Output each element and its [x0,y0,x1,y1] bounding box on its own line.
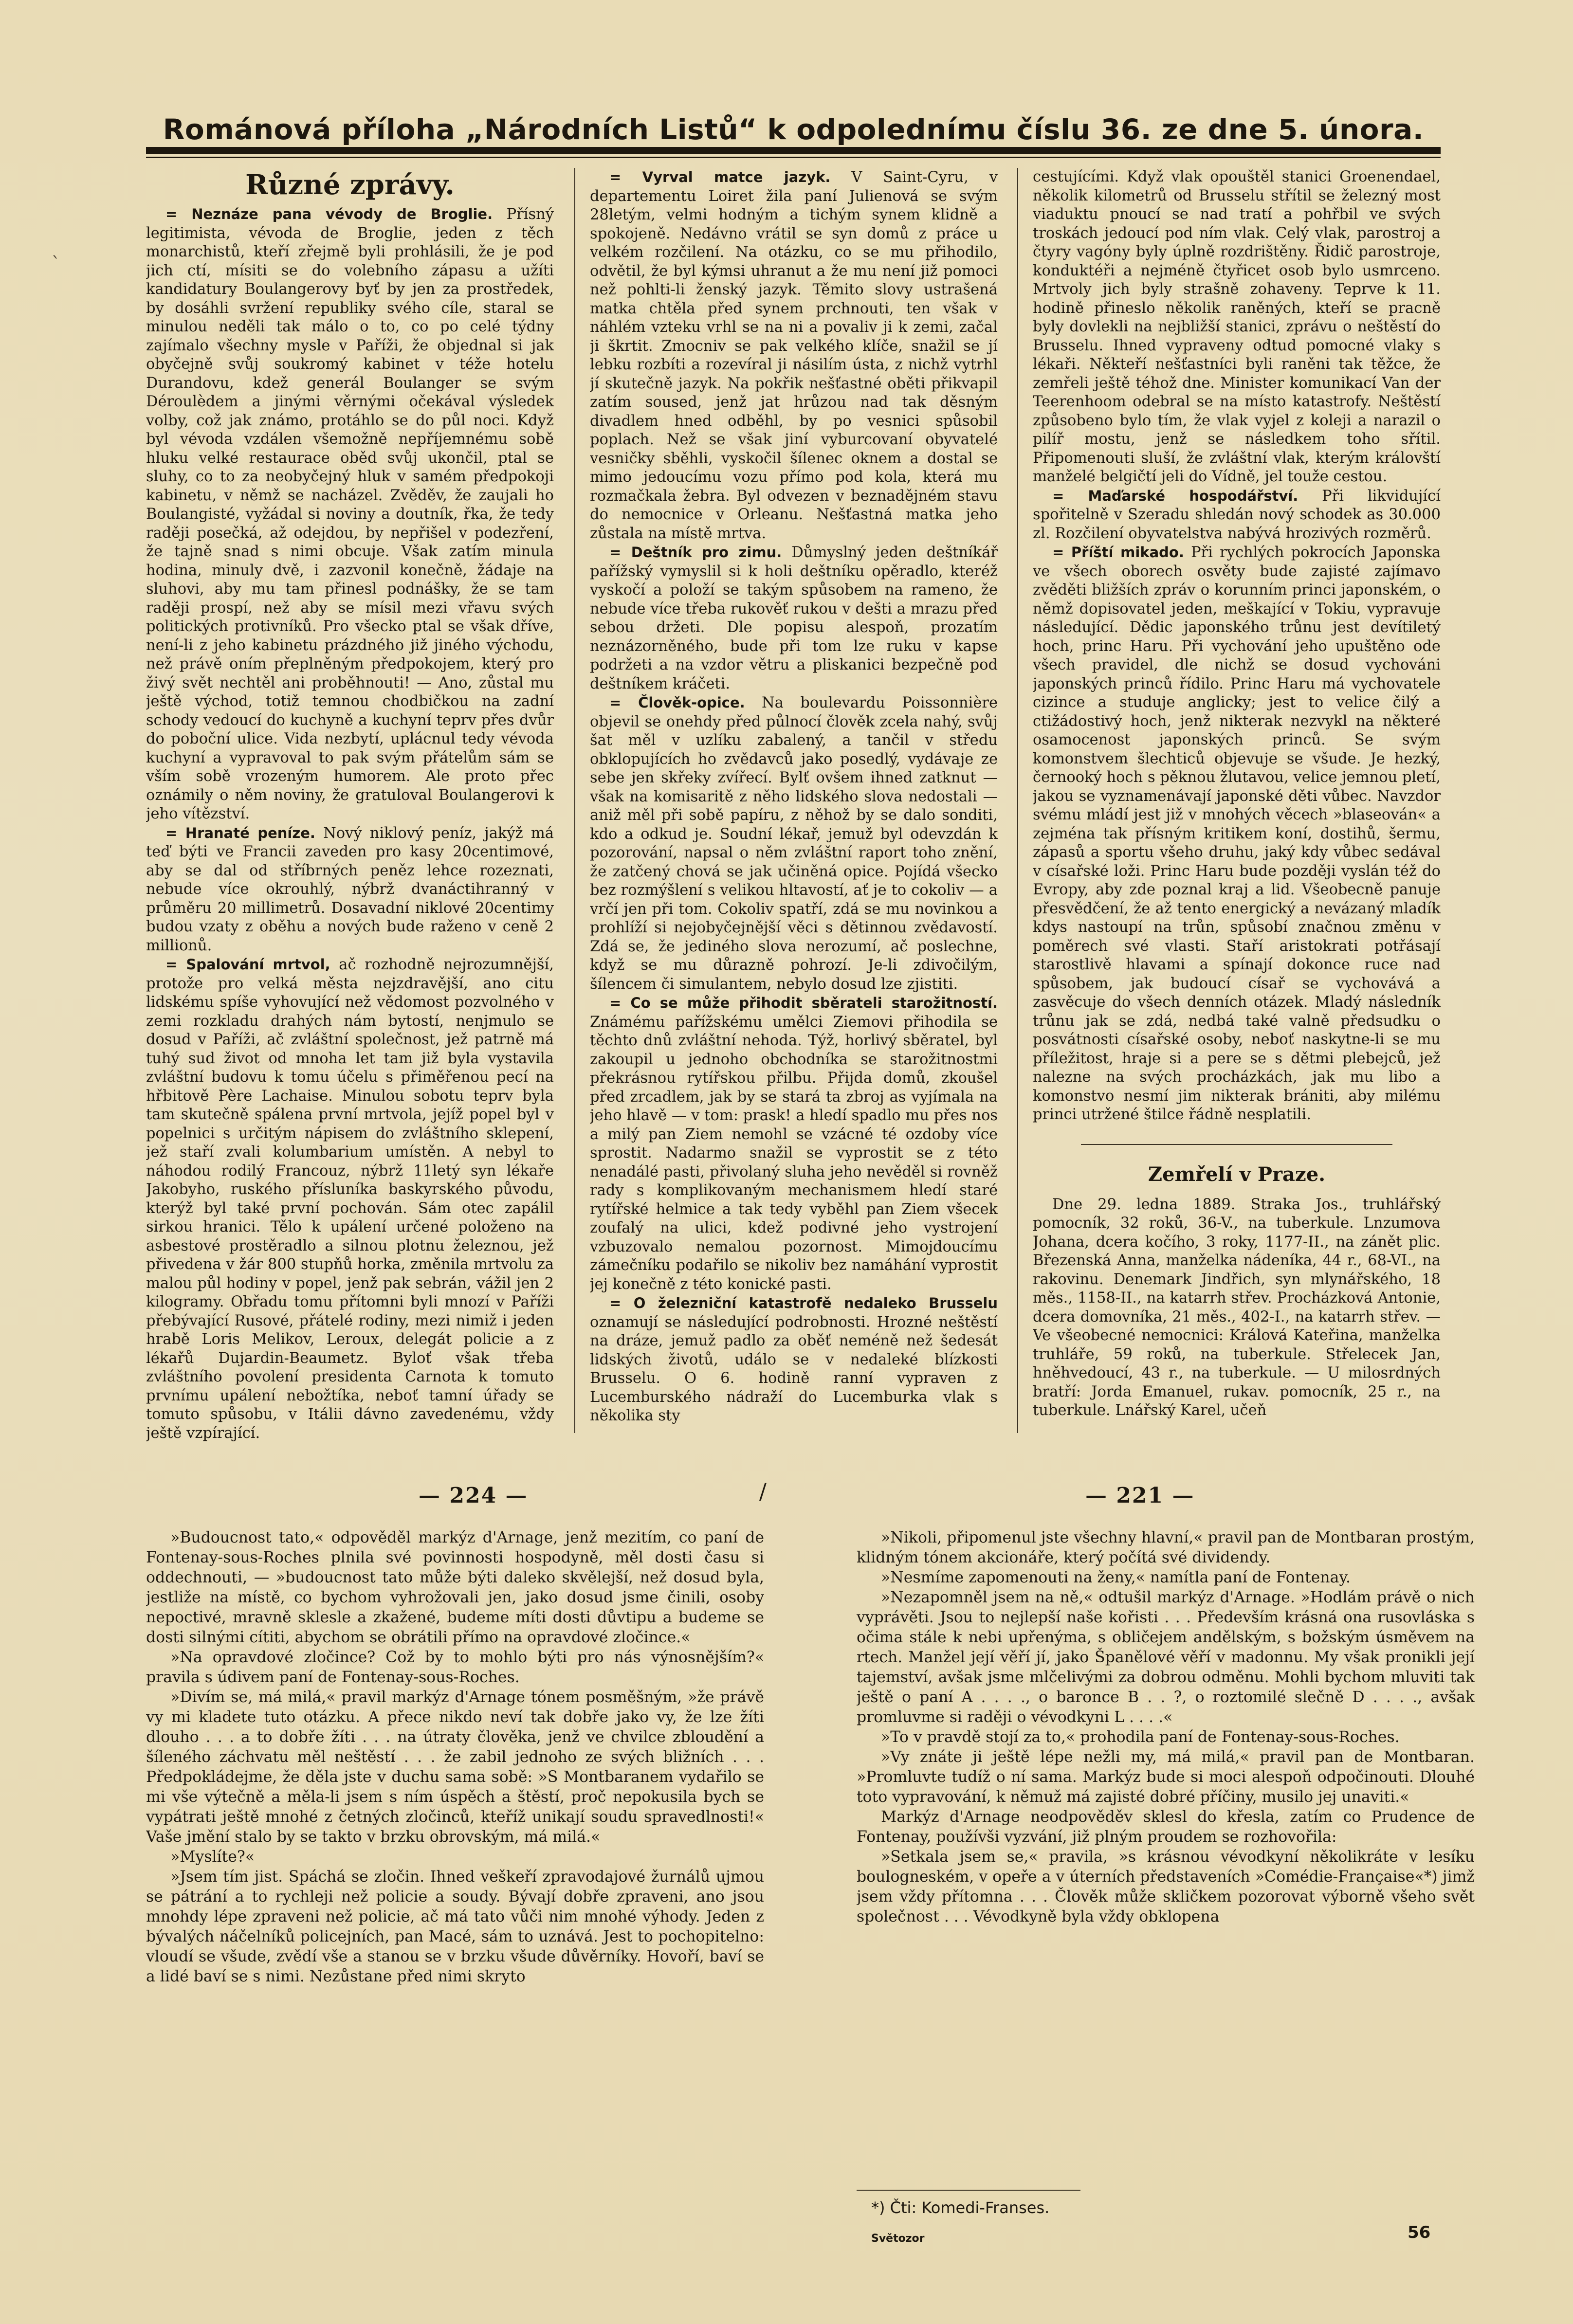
novel-paragraph: »Nikoli, připomenul jste všechny hlavní,« pravil pan de Montbaran prostým, klidným tónem akcionáře, který počítá své dividendy. [857,1529,1475,1566]
novel-paragraph: »Nesmíme zapomenouti na ženy,« namítla paní de Fontenay. [881,1569,1351,1586]
news-item-heading: = Deštník pro zimu. [609,544,782,561]
news-item-heading: = Spalování mrtvol, [165,956,330,973]
news-item [146,824,554,956]
novel-paragraph: »Na opravdové zločince? Což by to mohlo býti pro nás výnosnějším?« pravila s údivem paní de Fontenay-sous-Roches. [146,1649,764,1686]
header-rule-thick [146,147,1441,154]
news-item-text: oznamují se následující podrobnosti. Hrozné neštěstí na dráze, jemuž padlo za oběť neméně než šedesát lidských životů, událo se v nedaleké blízkosti Brusselu. O 6. hodině ranní vypraven z Lucemburského nádraží do Lucemburka vlak s několika sty [590,1313,998,1424]
novel-paragraph: »Jsem tím jist. Spáchá se zločin. Ihned veškeří zpravodajové žurnálů ujmou se pátrání a to rychleji než policie a soudy. Bývají dobře zpraveni, ano jsou mnohdy lépe zpraveni než policie, ač má tato vůči nim mnohé výhody. Jeden z bývalých náčelníků policejních, pan Macé, sám to uznává. Jest to pochopitelno: vloudí se všude, zvědí vše a stanou se v brzku všude důvěrníky. Hovoří, baví se a lidé baví se s nimi. Nezůstane před nimi skryto [146,1868,764,1985]
novel-paragraph: »To v pravdě stojí za to,« prohodila paní de Fontenay-sous-Roches. [881,1728,1400,1746]
news-column-3 [1033,168,1441,1452]
news-item-text: Na boulevardu Poissonnière objevil se onehdy před půlnocí člověk zcela nahý, svůj šat měl v uzlíku zabalený, a tančil v středu obklopujících ho zvědavců jako posedlý, vydávaje ze sebe jen skřeky zvířecí. Bylť ovšem ihned zatknut — však na komisaritě z něho lidského slova nedostali — aniž měl při sobě papíru, z něhož by se dalo sonditi, kdo a odkud je. Soudní lékař, jemuž byl odevzdán k pozorování, napsal o něm zvláštní raport toho znění, že zatčený chová se jak učiněná opice. Pojídá všecko bez rozmýšlení s velikou hltavostí, ať je to cokoliv — a vrčí jen při tom. Cokoliv spatří, zdá se mu novinkou a prohlíží si nejobyčejnější věci s dětinnou zvědavostí. Zdá se, že jediného slova nerozumí, ač poslechne, když se mu důrazně pohrozí. Je-li zdivočilým, šílencem či simulantem, nebylo dosud lze zjistiti. [590,694,998,993]
news-item-text: Při rychlých pokrocích Japonska ve všech oborech osvěty bude zajisté zajímavo zvěděti bližších zpráv o korunním princi japonském, o němž dopisovatel jeden, meškající v Tokiu, vypravuje následující. Dědic japonského trůnu jest devítiletý hoch, princ Haru. Při vychování jeho upuštěno ode všech pravidel, dle nichž se dosud vychováni japonských princů řídilo. Princ Haru má vychovatele cizince a studuje anglicky; jest to velice čilý a ctižádostivý hoch, jenž nikterak nezvykl na některé osamocenost japonských princů. Se svým komonstvem šlechticů objevuje se všude. Je hezký, černooký hoch s pěknou žlutavou, velice jemnou pletí, jakou se vyznamenávají japonské děti vůbec. Navzdor svému mládí jest již v mnohých věcech »blaseován« a zejména tak přísným kritikem koní, dostihů, šermu, zápasů a sportu všeho druhu, jaký kdy vůbec sedával v císařské loži. Princ Haru bude později vyslán též do Evropy, aby zde poznal kraj a lid. Všeobecně panuje přesvědčení, že až tento energický a nevázaný mladík kdys nastoupí na trůn, spůsobí značnou změnu v poměrech své vlasti. Staří aristokrati potřásají starostlivě hlavami a spínají dokonce ruce nad spůsobem, jak budoucí císař se vychovává a zasvěcuje do všech denních otázek. Mladý následník trůnu jak se zdá, nedbá také valně předsudku o posvátnosti císařské osoby, neboť naskytne-li se mu příležitost, hraje si a pere se s dětmi plebejců, jež nalezne na svých procházkách, jak mu libo a komonstvo nesmí jim nikterak brániti, aby milému princi utržené štilce řádně nesplatili. [1033,544,1441,1123]
news-item-heading: = Neznáze pana vévody de Broglie. [165,206,493,222]
sheet-number: 56 [1408,2223,1431,2242]
news-item-heading: = Vyrval matce jazyk. [609,169,831,185]
header-rule-thin [146,157,1441,158]
column-divider [574,168,575,1433]
news-item-text: cestujícími. Když vlak opouštěl stanici Groenendael, několik kilometrů od Brusselu střítil se železný most viaduktu pnoucí se nad tratí a pohřbil ve svých troskách jedoucí pod ním vlak. Celý vlak, parostroj a čtyry vagóny byly úplně rozdrištěny. Řidič parostroje, konduktéři a nejméně čtyřicet osob bylo usmrceno. Mrtvoly jich byly strašně zohaveny. Teprve k 11. hodině přineslo několik raněných, kteří se pracně byly dovlekli na nejbližší stanici, zprávu o neštěstí do Brusselu. Ihned vypraveny odtud pomocné vlaky s lékaři. Někteří nešťastníci byli raněni tak těžce, že zemřeli ještě téhož dne. Minister komunikací Van der Teerenhoom odebral se na místo katastrofy. Neštěstí způsobeno bylo tím, že vlak vyjel z koleji a narazil o pilíř mostu, jenž se následkem toho sřítil. Připomenouti sluší, že zvláštní vlak, kterým královští manželé belgičtí jeli do Vídně, jel touže cestou. [1033,168,1441,485]
news-item [146,205,554,824]
novel-paragraph: Markýz d'Arnage neodpověděv sklesl do křesla, zatím co Prudence de Fontenay, používši vyzvání, již plným proudem se rozhovořila: [857,1808,1475,1846]
news-item [146,955,554,1443]
news-item [590,994,998,1294]
news-item-heading: = Člověk-opice. [609,694,745,711]
news-item-text: Přísný legitimista, vévoda de Broglie, jeden z těch monarchistů, kteří zřejmě byli prohlásili, že je pod jich ctí, mísiti se do volebního zápasu a užíti kandidatury Boulangerovy byť by jen za prostředek, by dosáhli svržení republiky svého cíle, staral se minulou neděli tak málo o to, co po celé týdny zajímalo všechny mysle v Paříži, že objednal si jak obyčejně svůj soukromý kabinet v téže hotelu Durandovu, kdež generál Boulanger se svým Déroulèdem a jinými věrnými očekával výsledek volby, což jak známo, protáhlo se do půl noci. Když byl vévoda vzdálen všemožně nepříjemnému sobě hluku velké restaurace oběd svůj ukončil, ptal se sluhy, co to za neobyčejný hluk v samém předpokoji kabinetu, v němž se nacházel. Zvěděv, že zaujali ho Boulangisté, vyžádal si noviny a doutník, řka, že tedy raději posečká, až odejdou, by nepřišel v podezření, že tajně snad s nimi obcuje. Však zatím minula hodina, minuly dvě, i zazvonil konečně, žádaje na sluhovi, aby mu tam přinesl podnášky, že se tam raději prospí, než aby se mísil mezi vřavu svých politických protivníků. Pro všecko ptal se však dříve, není-li z jeho kabinetu prázdného již jiného východu, než právě oním přeplněným předpokojem, který pro živý svět nechtěl ani proběhnouti! — Ano, zůstal mu ještě východ, totiž temnou chodbičkou na zadní schody vedoucí do kuchyně a kuchyní teprv přes dvůr do poboční ulice. Vida nezbytí, uplácnul tedy vévoda kuchyní a vypravoval to pak svým přátelům sám se vším sobě vrozeným humorem. Ale proto přec oznámily o něm noviny, že gratuloval Boulangerovi k jeho vítězství. [146,206,554,822]
news-item-heading: = Co se může přihodit sběrateli starožitností. [609,995,998,1011]
novel-paragraph: »Budoucnost tato,« odpověděl markýz d'Arnage, jenž mezitím, co paní de Fontenay-sous-Roches plnila své povinnosti hospodyně, měl dosti času si oddechnouti, — »budoucnost tato může býti daleko skvělejší, než dosud byla, jestliže na místě, co bychom vyhrožovali jen, jako dosud jsme činili, osoby nepoctivé, mravně sklesle a zkažené, budeme míti dosti důvtipu a budeme se dosti silnými cítiti, abychom se obrátili přímo na opravdové zločince.« [146,1529,764,1646]
news-item-heading: = O železniční katastrofě nedaleko Brusselu [609,1295,998,1311]
news-item [1033,543,1441,1125]
page-number-right: — 221 — [1085,1483,1195,1508]
deaths-title: Zemřelí v Praze. [1148,1162,1326,1186]
novel-paragraph: »Setkala jsem se,« pravila, »s krásnou vévodkyní několikráte v lesíku boulogneském, v opeře a v úterních představeních »Comédie-Française«*) jimž jsem vždy přítomna . . . Člověk může skličkem pozorovat výborně všeho svět společnost . . . Vévodkyně byla vždy obklopena [857,1848,1475,1925]
news-item [1033,168,1441,487]
news-item-heading: = Hranaté peníze. [165,824,315,841]
footnote-rule [857,2190,1080,2191]
news-item-heading: = Maďarské hospodářství. [1052,487,1299,504]
news-item-text: V Saint-Cyru, v departementu Loiret žila paní Julienová se svým 28letým, velmi hodným a tichým synem klidně a spokojeně. Nedávno vrátil se syn domů z práce u velkém rozčilení. Na otázku, co se mu přihodilo, odvětil, že byl kýmsi uhranut a že mu není již pomoci než pohlti-li ženský jazyk. Těmito slovy ustrašená matka chtěla před synem prchnouti, ten však v náhlém vzteku vrhl se na ni a povaliv ji k zemi, začal ji škrtit. Zmocniv se pak velkého klíče, snažil se jí lebku rozbíti a rozevíral ji násilím ústa, z nichž vytrhl jí skutečně jazyk. Na pokřik nešťastné oběti přikvapil zatím soused, jenž jat hrůzou nad tak děsným divadlem hned odběhl, by po vesnici spůsobil poplach. Než se však jiní vyburcovaní obyvatelé vesničky sběhli, vyskočil šílenec oknem a dostal se mimo jedoucímu vozu přímo pod kola, která mu rozmačkala žebra. Byl odvezen v beznadějném stavu do nemocnice v Orleanu. Nešťastná matka jeho zůstala na místě mrtva. [590,169,998,542]
margin-mark: ` [52,254,60,274]
center-mark: / [759,1479,767,1504]
page-number-left: — 224 — [419,1483,528,1508]
novel-paragraph: »Nezapomněl jsem na ně,« odtušil markýz d'Arnage. »Hodlám právě o nich vyprávěti. Jsou to nejlepší naše kořisti . . . Především krásná ona rusovláska s očima stále k nebi upřenýma, s obličejem andělským, s božským úsměvem na rtech. Manžel její věří jí, jako Španělové věří v madonnu. My však pronikli její tajemství, avšak jsme mlčelivými za dobrou odměnu. Mohli bychom mluviti tak ještě o paní A . . . ., o baronce B . . ?, o roztomilé slečně D . . . ., avšak promluvme si raději o vévodkyni L . . . .« [857,1589,1475,1726]
news-item [590,543,998,693]
news-item-text: Důmyslný jeden deštníkář pařížský vymyslil si k holi deštníku opěradlo, kteréž vyskočí a položí se takým spůsobem na rameno, že nebude více třeba rukověť rukou v dešti a mrazu před sebou držeti. Dle popisu alespoň, prozatím neznázorněného, bude při tom lze ruku v kapse podržeti a na vzdor větru a pliskanici bezpečně pod deštníkem kráčeti. [590,544,998,692]
news-item [590,1294,998,1426]
novel-paragraph: »Vy znáte ji ještě lépe nežli my, má milá,« pravil pan de Montbaran. »Promluvte tudíž o ní sama. Markýz bude si moci alespoň odpočinouti. Dlouhé toto vypravování, k němuž má zajisté dobré příčiny, musilo jej unaviti.« [857,1748,1475,1806]
section-title: Různé zprávy. [245,169,455,201]
news-item-text: Známému pařížskému umělci Ziemovi přihodila se těchto dnů zvláštní nehoda. Týž, horlivý sběratel, byl zakoupil u jednoho obchodníka se starožitnostmi překrásnou rytířskou přilbu. Přijda domů, zkoušel před zrcadlem, jak by se stará ta zbroj as vyjímala na jeho hlavě — v tom: prask! a hledí spadlo mu přes nos a milý pan Ziem nemohl se vzácné té ozdoby více sprostit. Nadarmo snažil se vyprostit se z této nenadálé pasti, přivolaný sluha jeho nevěděl si rovněž rady s komplikovaným mechanismem hledí staré rytířské helmice a tak tedy vyběhl pan Ziem všecek zoufalý na ulici, kdež podivné jeho vystrojení vzbuzovalo nemalou pozornost. Mimojdoucímu zámečníku podařilo se nikoliv bez namáhání vyprostit jej konečně z této konické pasti. [590,1013,998,1293]
news-item-text: Nový niklový peníz, jakýž má teď býti ve Francii zaveden pro kasy 20centimové, aby se dal od stříbrných peněz lehce rozeznati, nebude více okrouhlý, nýbrž dvanáctihranný v průměru 20 millimetrů. Dosavadní niklové 20centimy budou vzaty z oběhu a nových bude raženo v ceně 2 millionů. [146,824,554,954]
column-divider [1017,168,1018,1433]
footnote: *) Čti: Komedi-Franses. [871,2198,1050,2217]
news-item [590,693,998,994]
novel-column-left [146,1528,764,2161]
printer-signature: Světozor [871,2233,925,2245]
news-column-1 [146,168,554,1452]
deaths-list: Dne 29. ledna 1889. Straka Jos., truhlářský pomocník, 32 roků, 36-V., na tuberkule. Lnzumova Johana, dcera kočího, 3 roky, 1177-II., na zánět plic. Březenská Anna, manželka nádeníka, 44 r., 68-VI., na rakovinu. Denemark Jindřich, syn mlynářského, 18 měs., 1158-II., na katarrh střev. Procházková Antonie, dcera domovníka, 21 měs., 402-I., na katarrh střev. — Ve všeobecné nemocnici: Králová Kateřina, manželka truhláře, 59 roků, na tuberkule. Střelecek Jan, hněhvedoucí, 43 r., na tuberkule. — U milosrdných bratří: Jorda Emanuel, rukav. pomocník, 25 r., na tuberkule. Lnářský Karel, učeň [1033,1196,1441,1419]
novel-column-right [857,1528,1475,2161]
news-item [1033,487,1441,544]
news-item-text: Při likvidující spořitelně v Szeradu shledán nový schodek as 30.000 zl. Rozčilení obyvatelstva nabývá hrozivých rozměrů. [1033,487,1441,542]
news-item-text: ač rozhodně nejrozumnější, protože pro velká města nejzdravější, ano citu lidskému spíše vyhovující než vědomost pozvolného v zemi rozkladu drahých nám bytostí, nenjmulo se dosud v Paříži, ač zvláštní společnost, jež patrně má tuhý sud život od mnoha let tam již byla vystavila zvláštní budovu k tomu účelu s přiměřenou pecí na hřbitově Père Lachaise. Minulou sobotu teprv byla tam skutečně spálena první mrtvola, jejíž popel byl v popelnici s určitým nápisem do zvláštního sklepení, jež staří zvali kolumbarium umístěn. A nebyl to náhodou rodilý Francouz, nýbrž 11letý syn lékaře Jakobyho, ruského přísluníka baskyrského původu, kterýž byl také první pochován. Sám otec zapálil sirkou hranici. Tělo k upálení určené položeno na asbestové prostěradlo a silnou plotnu železnou, jež přivedena v žár 800 stupňů horka, změnila mrtvolu za malou půl hodiny v popel, jenž pak sebrán, vážil jen 2 kilogramy. Obřadu tomu přítomni byli mnozí v Paříži přebývající Rusové, přátelé rodiny, mezi nimiž i jeden hrabě Loris Melikov, Leroux, delegát policie a z lékařů Dujardin-Beaumetz. Byloť však třeba zvláštního povolení presidenta Carnota k tomuto prvnímu upálení nebožtíka, neboť tamní úřady se tomuto spůsobu, v Itálii dávno zavedenému, vždy ještě vzpírající. [146,956,554,1442]
novel-paragraph: »Myslíte?« [170,1848,255,1866]
news-column-2 [590,168,998,1452]
novel-paragraph: »Divím se, má milá,« pravil markýz d'Arnage tónem posměšným, »že právě vy mi kladete tuto otázku. A přece nikdo neví tak dobře jako vy, že lze žíti dlouho . . . a to dobře žíti . . . na útraty člověka, jenž ve chvilce zbloudění a šíleného záchvatu měl neštěstí . . . že zabil jednoho ze svých bližních . . . Předpokládejme, že děla jste v duchu sama sobě: »S Montbaranem vydařilo se mi vše výtečně a měla-li jsem s ním úspěch a štěstí, proč nepokusila bych se vypátrati ještě mnohé z četných zločinců, kteříž unikají soudu spravedlnosti!« Vaše jmění stalo by se takto v brzku obrovským, má milá.« [146,1689,764,1846]
news-item [590,168,998,543]
news-item-heading: = Příští mikado. [1052,544,1184,561]
section-divider [1081,1144,1392,1145]
page-header: Románová příloha „Národních Listů“ k odpolednímu číslu 36. ze dne 5. února. [163,113,1424,146]
